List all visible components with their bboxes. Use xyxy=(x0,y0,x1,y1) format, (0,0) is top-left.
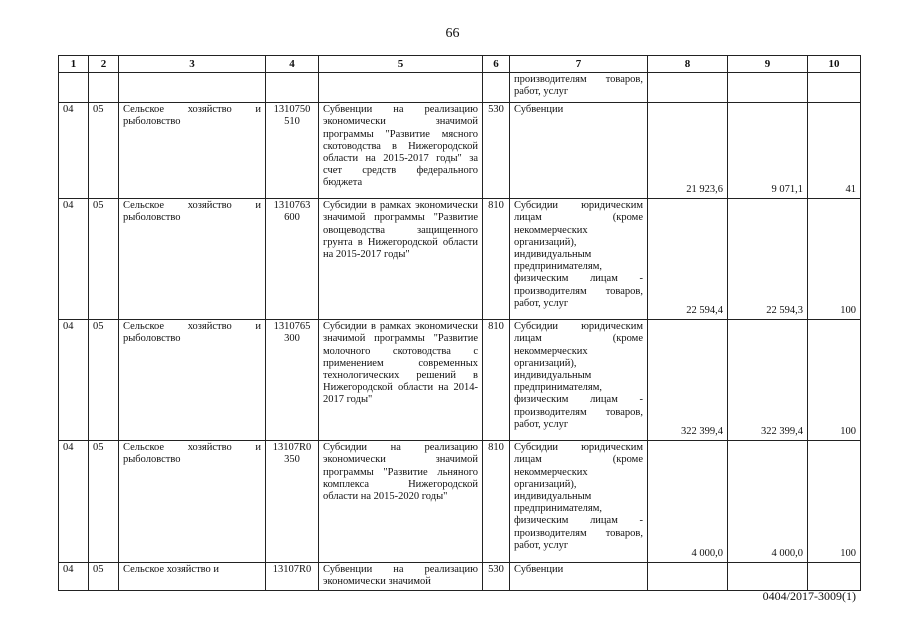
cell-name: Сельское хозяйство и рыболовство xyxy=(119,199,266,320)
cell-expense-code xyxy=(483,73,510,103)
cell-section: 04 xyxy=(59,441,89,563)
page-number: 66 xyxy=(445,26,460,41)
cell-section: 04 xyxy=(59,103,89,199)
cell-description: Субвенции на реализацию экономически значимой xyxy=(319,563,483,590)
cell-value-8 xyxy=(648,563,728,590)
column-header: 1 xyxy=(59,56,89,73)
cell-expense-type: производителям товаров, работ, услуг xyxy=(510,73,648,103)
cell-section: 04 xyxy=(59,199,89,320)
cell-description: Субсидии на реализацию экономически значимой программы "Развитие льняного комплекса Нижегородской области на 2015-2020 годы" xyxy=(319,441,483,563)
cell-target-code xyxy=(266,73,319,103)
column-header: 10 xyxy=(808,56,861,73)
cell-value-9: 22 594,3 xyxy=(728,199,808,320)
cell-value-10: 41 xyxy=(808,103,861,199)
cell-value-9: 322 399,4 xyxy=(728,320,808,441)
column-header: 6 xyxy=(483,56,510,73)
cell-value-8: 21 923,6 xyxy=(648,103,728,199)
cell-value-10: 100 xyxy=(808,199,861,320)
cell-value-8: 322 399,4 xyxy=(648,320,728,441)
cell-value-10: 100 xyxy=(808,320,861,441)
cell-name: Сельское хозяйство и рыболовство xyxy=(119,441,266,563)
cell-description: Субвенции на реализацию экономически значимой программы "Развитие мясного скотоводства в Нижегородской области на 2015-2017 годы" за счет средств федерального бюджета xyxy=(319,103,483,199)
cell-description: Субсидии в рамках экономически значимой программы "Развитие молочного скотоводства с применением современных технологических решений в Нижегородской области на 2014-2017 годы" xyxy=(319,320,483,441)
cell-section xyxy=(59,73,89,103)
cell-name: Сельское хозяйство и xyxy=(119,563,266,590)
column-header: 5 xyxy=(319,56,483,73)
cell-section: 04 xyxy=(59,563,89,590)
column-header: 3 xyxy=(119,56,266,73)
cell-value-9: 9 071,1 xyxy=(728,103,808,199)
budget-table xyxy=(58,55,861,591)
cell-expense-type: Субвенции xyxy=(510,103,648,199)
cell-subsection: 05 xyxy=(89,199,119,320)
cell-value-9: 4 000,0 xyxy=(728,441,808,563)
cell-name: Сельское хозяйство и рыболовство xyxy=(119,320,266,441)
cell-value-9 xyxy=(728,73,808,103)
cell-value-8 xyxy=(648,73,728,103)
cell-target-code: 1310750 510 xyxy=(266,103,319,199)
column-header: 4 xyxy=(266,56,319,73)
cell-expense-type: Субвенции xyxy=(510,563,648,590)
cell-expense-type: Субсидии юридическим лицам (кроме некоммерческих организаций), индивидуальным предпринимателям, физическим лицам - производителям товаров, работ, услуг xyxy=(510,320,648,441)
table-header-row xyxy=(59,56,861,73)
cell-subsection: 05 xyxy=(89,103,119,199)
cell-name xyxy=(119,73,266,103)
cell-description xyxy=(319,73,483,103)
table-row xyxy=(59,103,861,199)
table-row xyxy=(59,441,861,563)
cell-subsection: 05 xyxy=(89,441,119,563)
cell-value-10 xyxy=(808,563,861,590)
cell-value-9 xyxy=(728,563,808,590)
cell-target-code: 13107R0 xyxy=(266,563,319,590)
cell-expense-code: 810 xyxy=(483,199,510,320)
document-code: 0404/2017-3009(1) xyxy=(762,589,856,603)
cell-subsection xyxy=(89,73,119,103)
table-row-continuation xyxy=(59,73,861,103)
cell-target-code: 1310763 600 xyxy=(266,199,319,320)
cell-section: 04 xyxy=(59,320,89,441)
cell-expense-code: 530 xyxy=(483,563,510,590)
cell-value-8: 22 594,4 xyxy=(648,199,728,320)
table-row xyxy=(59,320,861,441)
column-header: 8 xyxy=(648,56,728,73)
cell-expense-type: Субсидии юридическим лицам (кроме некоммерческих организаций), индивидуальным предпринимателям, физическим лицам - производителям товаров, работ, услуг xyxy=(510,199,648,320)
cell-subsection: 05 xyxy=(89,563,119,590)
cell-target-code: 13107R0 350 xyxy=(266,441,319,563)
cell-target-code: 1310765 300 xyxy=(266,320,319,441)
column-header: 2 xyxy=(89,56,119,73)
cell-expense-code: 810 xyxy=(483,320,510,441)
table-row xyxy=(59,563,861,590)
cell-description: Субсидии в рамках экономически значимой программы "Развитие овощеводства защищенного грунта в Нижегородской области на 2015-2017 годы" xyxy=(319,199,483,320)
cell-value-10 xyxy=(808,73,861,103)
column-header: 7 xyxy=(510,56,648,73)
cell-subsection: 05 xyxy=(89,320,119,441)
cell-value-8: 4 000,0 xyxy=(648,441,728,563)
cell-value-10: 100 xyxy=(808,441,861,563)
cell-expense-type: Субсидии юридическим лицам (кроме некоммерческих организаций), индивидуальным предпринимателям, физическим лицам - производителям товаров, работ, услуг xyxy=(510,441,648,563)
column-header: 9 xyxy=(728,56,808,73)
table-row xyxy=(59,199,861,320)
cell-expense-code: 530 xyxy=(483,103,510,199)
cell-name: Сельское хозяйство и рыболовство xyxy=(119,103,266,199)
cell-expense-code: 810 xyxy=(483,441,510,563)
